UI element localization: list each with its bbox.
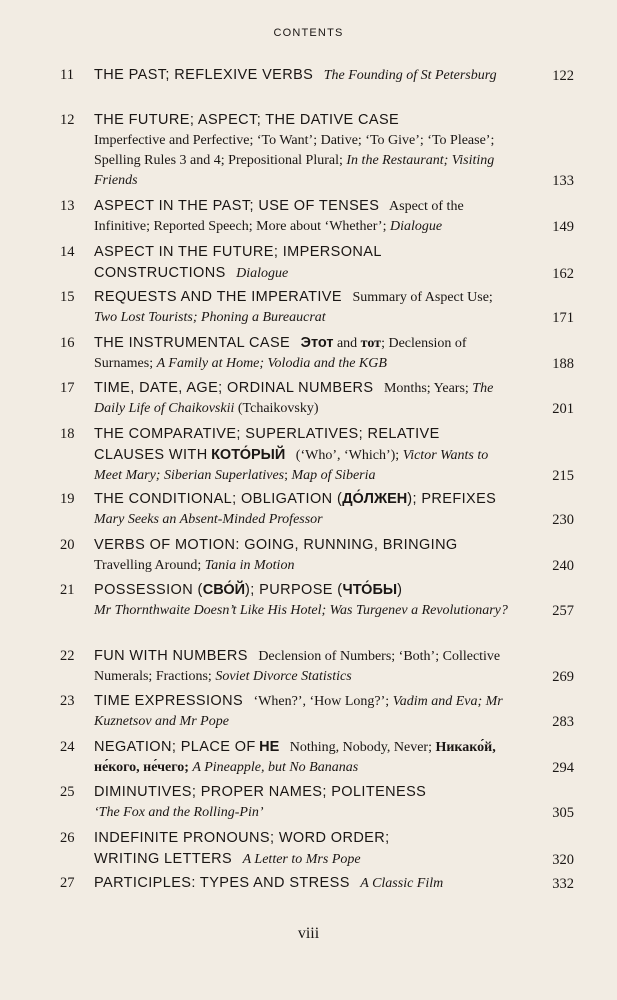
chapter-title: TIME, DATE, AGE; ORDINAL NUMBERS [94, 380, 374, 396]
chapter-title: ASPECT IN THE FUTURE; IMPERSONAL CONSTRUCTIONS [94, 244, 382, 281]
chapter-title: THE COMPARATIVE; SUPERLATIVES; RELATIVE CLAUSES WITH [94, 426, 440, 463]
russian-word: ДО́ЛЖЕН [342, 491, 408, 507]
chapter-subtitle: Dialogue [236, 266, 289, 281]
chapter-title: VERBS OF MOTION: GOING, RUNNING, BRINGING [94, 537, 458, 553]
page-number: 201 [552, 401, 574, 417]
chapter-subtitle: In the Restaurant; Visiting Friends [94, 153, 495, 188]
page-number: 320 [552, 852, 574, 868]
chapter-topics: ; [284, 468, 289, 483]
chapter-text [94, 873, 514, 894]
page-number: 294 [552, 760, 574, 776]
page-number: 305 [552, 805, 574, 821]
chapter-number: 18 [60, 426, 75, 442]
chapter-title: INDEFINITE PRONOUNS; WORD ORDER; WRITING LETTERS [94, 830, 390, 867]
page-number: 171 [552, 310, 574, 326]
russian-word: тот [360, 336, 382, 351]
page-number: 215 [552, 468, 574, 484]
chapter-text [94, 287, 514, 328]
chapter-title: THE INSTRUMENTAL CASE [94, 335, 291, 351]
page-number: 133 [552, 173, 574, 189]
toc-entry [60, 424, 574, 486]
chapter-title: ASPECT IN THE PAST; USE OF TENSES [94, 198, 380, 214]
conjunction: and [336, 336, 358, 351]
chapter-number: 17 [60, 380, 75, 396]
toc-entry [60, 828, 574, 870]
chapter-title: THE FUTURE; ASPECT; THE DATIVE CASE [94, 112, 400, 128]
chapter-text [94, 737, 514, 778]
chapter-subtitle: Dialogue [389, 219, 443, 234]
chapter-number: 26 [60, 830, 75, 846]
chapter-number: 14 [60, 244, 75, 260]
chapter-topics: (‘Who’, ‘Which’); [295, 448, 400, 463]
toc-entry [60, 646, 574, 687]
chapter-title: NEGATION; PLACE OF [94, 739, 256, 755]
chapter-subtitle: Victor Wants to Meet Mary; Siberian Superlatives [94, 448, 489, 483]
chapter-subtitle: Mary Seeks an Absent-Minded Professor [94, 512, 323, 527]
chapter-number: 15 [60, 289, 75, 305]
chapter-text [94, 242, 424, 284]
chapter-text [94, 65, 514, 86]
chapter-text [94, 424, 514, 486]
chapter-title: THE PAST; REFLEXIVE VERBS [94, 67, 314, 83]
chapter-text [94, 535, 514, 576]
chapter-subtitle: Mr Thornthwaite Doesn’t Like His Hotel; Was Turgenev a Revolutionary? [94, 603, 508, 618]
chapter-topics: Declension of Numbers; ‘Both’; Collective Numerals; Fractions; [94, 649, 501, 684]
chapter-topics: Summary of Aspect Use; [352, 290, 493, 305]
chapter-title: TIME EXPRESSIONS [94, 693, 244, 709]
chapter-subtitle: The Founding of St Petersburg [323, 68, 497, 83]
russian-word: НЕ [259, 739, 280, 755]
chapter-number: 19 [60, 491, 75, 507]
chapter-subtitle: A Family at Home; Volodia and the KGB [156, 356, 387, 371]
chapter-topics: Months; Years; [383, 381, 469, 396]
toc-entry [60, 535, 574, 576]
chapter-topics: Nothing, Nobody, Never; [289, 740, 432, 755]
chapter-subtitle: A Letter to Mrs Pope [242, 852, 361, 867]
chapter-text [94, 333, 514, 374]
chapter-number: 23 [60, 693, 75, 709]
russian-word: ЧТО́БЫ [342, 582, 398, 598]
chapter-text [94, 691, 514, 732]
toc-entry [60, 110, 574, 191]
toc-entry [60, 782, 574, 823]
chapter-topics: Imperfective and Perfective; ‘To Want’; Dative; ‘To Give’; ‘To Please’; Spelling Rules 3 and 4; Prepositional Plural; [94, 133, 495, 168]
chapter-title: DIMINUTIVES; PROPER NAMES; POLITENESS [94, 784, 427, 800]
chapter-number: 21 [60, 582, 75, 598]
toc-entry [60, 489, 574, 530]
chapter-text [94, 378, 514, 419]
page-number: 240 [552, 558, 574, 574]
chapter-text [94, 489, 514, 530]
toc-entry [60, 737, 574, 778]
chapter-title: ); PREFIXES [407, 491, 497, 507]
chapter-text [94, 196, 514, 237]
chapter-number: 27 [60, 875, 75, 891]
chapter-number: 25 [60, 784, 75, 800]
chapter-topics: ‘When?’, ‘How Long?’; [253, 694, 390, 709]
chapter-subtitle: Tania in Motion [204, 558, 295, 573]
page-number: 122 [552, 68, 574, 84]
chapter-title: ) [397, 582, 403, 598]
chapter-number: 13 [60, 198, 75, 214]
toc-entry [60, 196, 574, 237]
chapter-number: 11 [60, 67, 74, 83]
toc-entry [60, 691, 574, 732]
chapter-subtitle: Map of Siberia [291, 468, 376, 483]
chapter-subtitle: A Pineapple, but No Bananas [192, 760, 359, 775]
chapter-topics: Travelling Around; [94, 558, 202, 573]
running-head: CONTENTS [273, 27, 344, 39]
page-number: 283 [552, 714, 574, 730]
chapter-title: FUN WITH NUMBERS [94, 648, 248, 664]
chapter-title: POSSESSION ( [94, 582, 203, 598]
chapter-title: THE CONDITIONAL; OBLIGATION ( [94, 491, 343, 507]
chapter-topics: (Tchaikovsky) [237, 401, 319, 416]
chapter-number: 20 [60, 537, 75, 553]
chapter-text [94, 580, 514, 621]
russian-word: КОТО́РЫЙ [211, 447, 286, 463]
russian-word: СВО́Й [202, 582, 246, 598]
chapter-subtitle: Two Lost Tourists; Phoning a Bureaucrat [94, 310, 326, 325]
page-number: 149 [552, 219, 574, 235]
chapter-topics: ; Declension of Surnames; [94, 336, 467, 371]
page-number: 230 [552, 512, 574, 528]
toc-entry [60, 242, 574, 284]
toc-entry [60, 580, 574, 621]
chapter-subtitle: The Daily Life of Chaikovskii [94, 381, 494, 416]
chapter-subtitle: A Classic Film [360, 876, 444, 891]
page-folio: viii [297, 925, 320, 942]
toc-entry [60, 333, 574, 374]
page-number: 162 [552, 266, 574, 282]
page-number: 332 [552, 876, 574, 892]
toc-entry [60, 65, 574, 86]
page-number: 257 [552, 603, 574, 619]
chapter-title: PARTICIPLES: TYPES AND STRESS [94, 875, 350, 891]
chapter-number: 16 [60, 335, 75, 351]
chapter-subtitle: ‘The Fox and the Rolling-Pin’ [94, 805, 264, 820]
chapter-topics: Aspect of the Infinitive; Reported Speech; More about ‘Whether’; [94, 199, 464, 234]
toc-entry [60, 378, 574, 419]
chapter-subtitle: Soviet Divorce Statistics [215, 669, 352, 684]
page-number: 188 [552, 356, 574, 372]
page-number: 269 [552, 669, 574, 685]
chapter-number: 12 [60, 112, 75, 128]
chapter-text [94, 110, 514, 191]
russian-words: Никако́й, не́кого, не́чего; [94, 740, 496, 775]
toc-entry [60, 873, 574, 894]
chapter-title: ); PURPOSE ( [245, 582, 343, 598]
chapter-number: 24 [60, 739, 75, 755]
chapter-text [94, 828, 434, 870]
chapter-subtitle: Vadim and Eva; Mr Kuznetsov and Mr Pope [94, 694, 503, 729]
russian-word: Этот [300, 335, 334, 351]
chapter-text [94, 646, 514, 687]
chapter-number: 22 [60, 648, 75, 664]
chapter-title: REQUESTS AND THE IMPERATIVE [94, 289, 342, 305]
toc-entry [60, 287, 574, 328]
chapter-text [94, 782, 514, 823]
